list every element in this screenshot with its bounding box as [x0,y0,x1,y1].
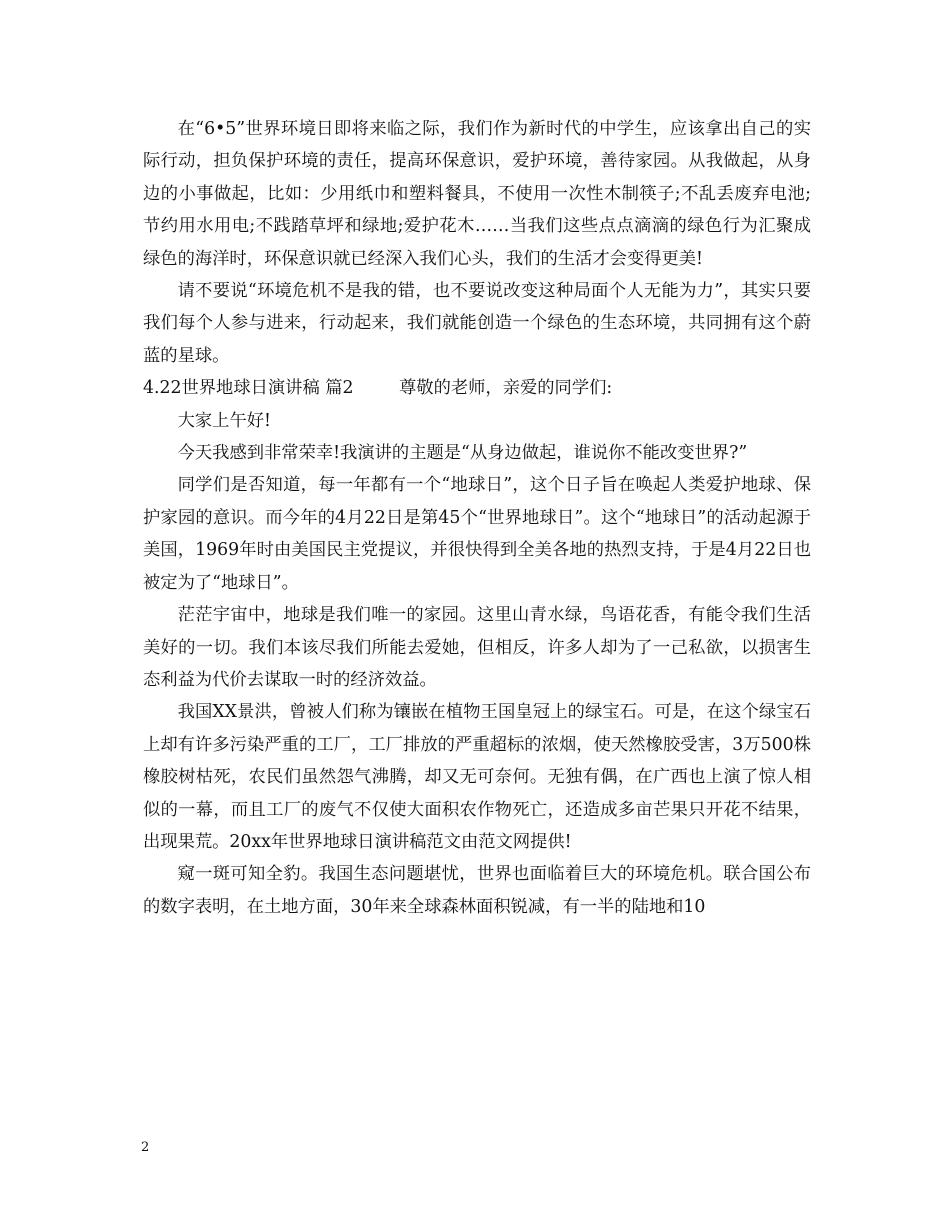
paragraph-greeting: 大家上午好! [177,410,271,431]
section-heading [143,372,811,404]
paragraph-theme: 今天我感到非常荣幸!我演讲的主题是“从身边做起，谁说你不能改变世界?” [177,443,748,464]
paragraph-dont-say: 请不要说“环境危机不是我的错，也不要说改变这种局面个人无能为力”，其实只要我们每个人参与进来，行动起来，我们就能创造一个绿色的生态环境，共同拥有这个蔚蓝的星球。 [143,281,811,366]
paragraph-earth-day-origin: 同学们是否知道，每一年都有一个“地球日”，这个日子旨在唤起人类爱护地球、保护家园的意识。而今年的4月22日是第45个“世界地球日”。这个“地球日”的活动起源于美国，1969年时由美国民主党提议，并很快得到全美各地的热烈支持，于是4月22日也被定为了“地球日”。 [143,475,811,593]
paragraph-only-home: 茫茫宇宙中，地球是我们唯一的家园。这里山青水绿，鸟语花香，有能令我们生活美好的一切。我们本该尽我们所能去爱她，但相反，许多人却为了一己私欲，以损害生态利益为代价去谋取一时的经济效益。 [143,605,811,690]
paragraph-environment-day: 在“6•5”世界环境日即将来临之际，我们作为新时代的中学生，应该拿出自己的实际行动，担负保护环境的责任，提高环保意识，爱护环境，善待家园。从我做起，从身边的小事做起，比如：少用纸巾和塑料餐具，不使用一次性木制筷子;不乱丢废弃电池;节约用水用电;不践踏草坪和绿地;爱护花木……当我们这些点点滴滴的绿色行为汇聚成绿色的海洋时，环保意识就已经深入我们心头，我们的生活才会变得更美! [143,119,811,269]
paragraph-jinghong: 我国XX景洪，曾被人们称为镶嵌在植物王国皇冠上的绿宝石。可是，在这个绿宝石上却有许多污染严重的工厂，工厂排放的严重超标的浓烟，使天然橡胶受害，3万500株橡胶树枯死，农民们虽然怨气沸腾，却又无可奈何。无独有偶，在广西也上演了惊人相似的一幕，而且工厂的废气不仅使大面积农作物死亡，还造成多亩芒果只开花不结果，出现果荒。20xx年世界地球日演讲稿范文由范文网提供! [143,702,811,852]
section-title: 4.22世界地球日演讲稿 篇2 [143,378,354,399]
salutation: 尊敬的老师，亲爱的同学们: [399,378,613,399]
document-body [143,113,811,923]
paragraph-global-crisis: 窥一斑可知全豹。我国生态问题堪忧，世界也面临着巨大的环境危机。联合国公布的数字表明，在土地方面，30年来全球森林面积锐减，有一半的陆地和10 [143,864,811,917]
page-number: 2 [141,1140,150,1155]
